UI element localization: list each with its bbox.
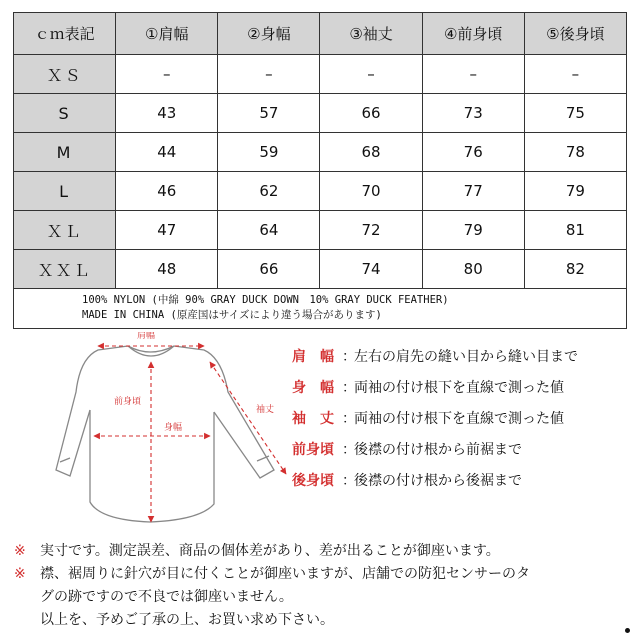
garment-diagram xyxy=(50,332,302,532)
header-sleeve: ③袖丈 xyxy=(320,13,422,55)
header-front-length: ④前身頃 xyxy=(422,13,524,55)
legend-item xyxy=(292,346,637,377)
cell-value: 82 xyxy=(524,250,626,289)
note-text: 襟、裾周りに針穴が目に付くことが御座いますが、店舗での防犯センサーのタ xyxy=(40,566,530,582)
legend-term: 肩 幅 xyxy=(292,349,334,365)
note-line xyxy=(14,563,634,586)
sleeve-label: 袖丈 xyxy=(256,405,275,415)
legend-separator: ： xyxy=(342,349,356,365)
cell-value: – xyxy=(320,55,422,94)
size-label: L xyxy=(14,172,116,211)
sleeve-measure-line xyxy=(210,362,286,474)
cell-value: 57 xyxy=(218,94,320,133)
legend-item xyxy=(292,377,637,408)
cell-value: 78 xyxy=(524,133,626,172)
note-mark: ※ xyxy=(14,566,26,582)
table-header-row xyxy=(14,13,627,55)
cell-value: 68 xyxy=(320,133,422,172)
legend-separator: ： xyxy=(342,442,356,458)
cell-value: 43 xyxy=(116,94,218,133)
legend-term: 袖 丈 xyxy=(292,411,334,427)
size-table xyxy=(13,12,627,329)
cell-value: 59 xyxy=(218,133,320,172)
legend-item xyxy=(292,408,637,439)
cell-value: 73 xyxy=(422,94,524,133)
cell-value: 79 xyxy=(524,172,626,211)
table-row xyxy=(14,55,627,94)
table-row xyxy=(14,211,627,250)
cell-value: 47 xyxy=(116,211,218,250)
cell-value: 77 xyxy=(422,172,524,211)
body-width-label: 身幅 xyxy=(164,423,183,433)
cell-value: 64 xyxy=(218,211,320,250)
cell-value: – xyxy=(422,55,524,94)
size-label: ＸＳ xyxy=(14,55,116,94)
material-row xyxy=(14,289,627,329)
measure-lines xyxy=(94,346,286,522)
notes xyxy=(14,540,634,632)
cell-value: – xyxy=(116,55,218,94)
cell-value: 62 xyxy=(218,172,320,211)
note-text: 実寸です。測定誤差、商品の個体差があり、差が出ることが御座います。 xyxy=(40,543,500,559)
legend-description: 後襟の付け根から後裾まで xyxy=(354,473,522,489)
legend-separator: ： xyxy=(342,411,356,427)
legend-description: 左右の肩先の縫い目から縫い目まで xyxy=(354,349,578,365)
cell-value: 74 xyxy=(320,250,422,289)
measurement-legend xyxy=(292,346,637,501)
legend-description: 両袖の付け根下を直線で測った値 xyxy=(354,411,564,427)
cell-value: – xyxy=(524,55,626,94)
header-body-width: ②身幅 xyxy=(218,13,320,55)
legend-term: 後身頃 xyxy=(292,473,334,489)
cell-value: – xyxy=(218,55,320,94)
material-info xyxy=(14,289,627,329)
header-unit: ｃｍ表記 xyxy=(14,13,116,55)
shoulder-label: 肩幅 xyxy=(137,332,156,341)
legend-term: 身 幅 xyxy=(292,380,334,396)
cell-value: 81 xyxy=(524,211,626,250)
cell-value: 72 xyxy=(320,211,422,250)
front-length-label: 前身頃 xyxy=(114,397,142,407)
jacket-outline xyxy=(56,346,274,522)
header-back-length: ⑤後身頃 xyxy=(524,13,626,55)
corner-dot xyxy=(625,628,630,633)
cell-value: 75 xyxy=(524,94,626,133)
legend-description: 後襟の付け根から前裾まで xyxy=(354,442,522,458)
cell-value: 70 xyxy=(320,172,422,211)
size-label: S xyxy=(14,94,116,133)
note-closing: 以上を、予めご了承の上、お買い求め下さい。 xyxy=(40,612,334,628)
origin-line: MADE IN CHINA (原産国はサイズにより違う場合があります) xyxy=(82,309,382,321)
legend-separator: ： xyxy=(342,380,356,396)
cell-value: 79 xyxy=(422,211,524,250)
cell-value: 46 xyxy=(116,172,218,211)
size-label: ＸＸＬ xyxy=(14,250,116,289)
table-row xyxy=(14,172,627,211)
header-shoulder: ①肩幅 xyxy=(116,13,218,55)
cell-value: 80 xyxy=(422,250,524,289)
legend-term: 前身頃 xyxy=(292,442,334,458)
note-line xyxy=(14,540,634,563)
note-continuation: グの跡ですので不良では御座いません。 xyxy=(40,589,293,605)
legend-item xyxy=(292,439,637,470)
cell-value: 66 xyxy=(218,250,320,289)
table-row xyxy=(14,133,627,172)
legend-description: 両袖の付け根下を直線で測った値 xyxy=(354,380,564,396)
cell-value: 48 xyxy=(116,250,218,289)
cell-value: 76 xyxy=(422,133,524,172)
note-mark: ※ xyxy=(14,543,26,559)
legend-separator: ： xyxy=(342,473,356,489)
table-row xyxy=(14,250,627,289)
size-label: ＸＬ xyxy=(14,211,116,250)
material-line: 100% NYLON (中綿 90% GRAY DUCK DOWN 10% GRAY DUCK FEATHER) xyxy=(82,294,449,306)
cell-value: 66 xyxy=(320,94,422,133)
table-row xyxy=(14,94,627,133)
cell-value: 44 xyxy=(116,133,218,172)
legend-item xyxy=(292,470,637,501)
size-label: M xyxy=(14,133,116,172)
